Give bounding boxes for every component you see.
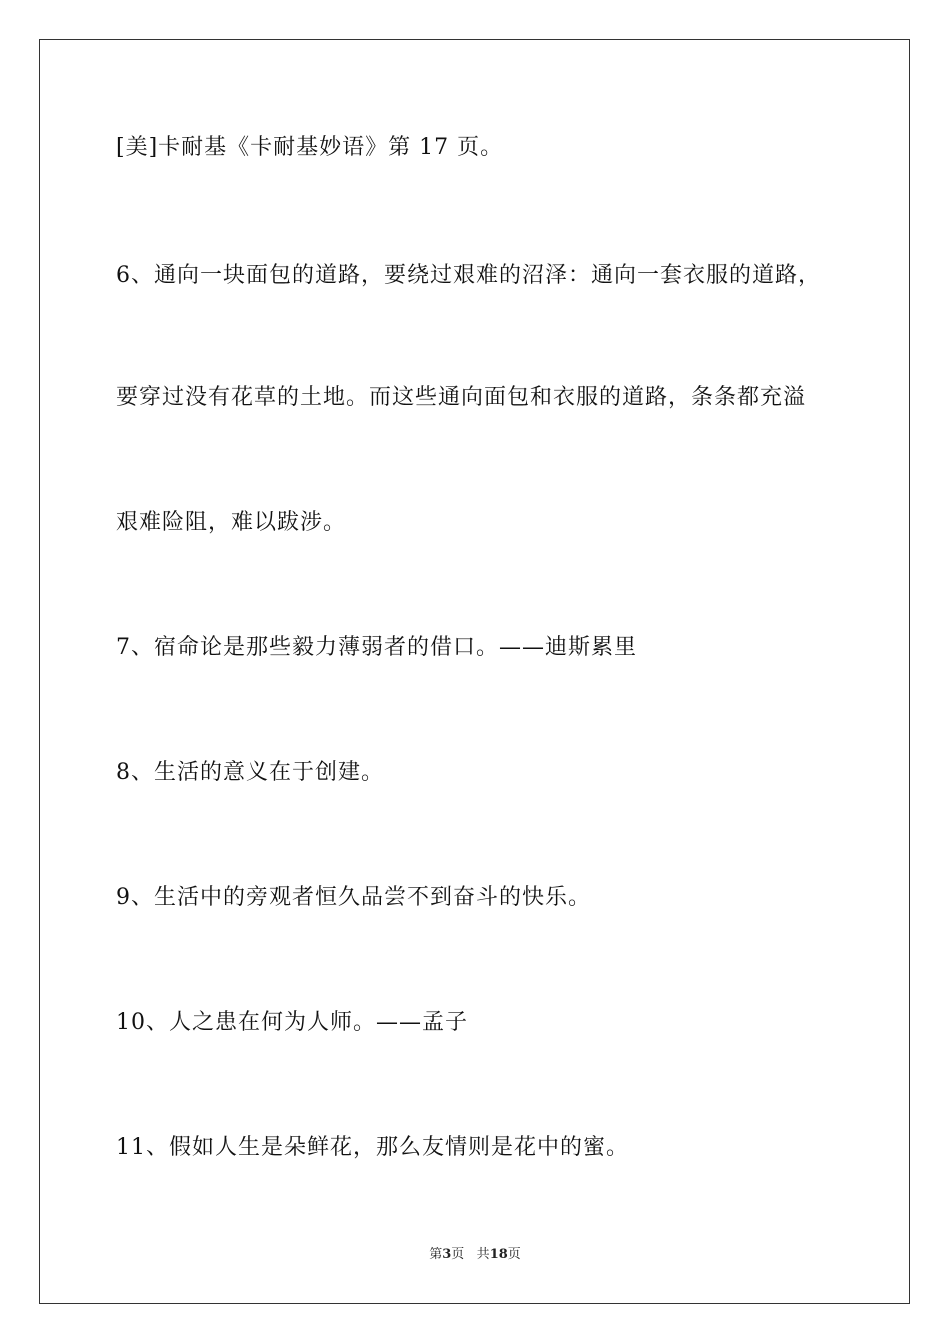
- text-line-item-7: 7、宿命论是那些毅力薄弱者的借口。——迪斯累里: [116, 635, 637, 660]
- text-line-item-6-end: 艰难险阻，难以跋涉。: [116, 510, 347, 535]
- text-line-item-9: 9、生活中的旁观者恒久品尝不到奋斗的快乐。: [116, 885, 591, 910]
- text-line-source: [美]卡耐基《卡耐基妙语》第 17 页。: [116, 135, 504, 160]
- footer-total-prefix: 共: [476, 1247, 490, 1262]
- text-line-item-10: 10、人之患在何为人师。——孟子: [116, 1010, 468, 1035]
- footer-page-prefix: 第: [429, 1247, 443, 1262]
- page-footer: [0, 1246, 950, 1264]
- page-border: [39, 39, 910, 1304]
- footer-page-number: 3: [442, 1247, 452, 1262]
- footer-total-pages: 18: [489, 1247, 508, 1262]
- footer-total-suffix: 页: [507, 1247, 521, 1262]
- footer-page-suffix: 页: [451, 1247, 465, 1262]
- text-line-item-8: 8、生活的意义在于创建。: [116, 760, 384, 785]
- text-line-item-6-cont: 要穿过没有花草的土地。而这些通向面包和衣服的道路，条条都充溢: [116, 385, 807, 410]
- text-line-item-6: 6、通向一块面包的道路，要绕过艰难的沼泽：通向一套衣服的道路，: [116, 263, 821, 288]
- text-line-item-11: 11、假如人生是朵鲜花，那么友情则是花中的蜜。: [116, 1135, 629, 1160]
